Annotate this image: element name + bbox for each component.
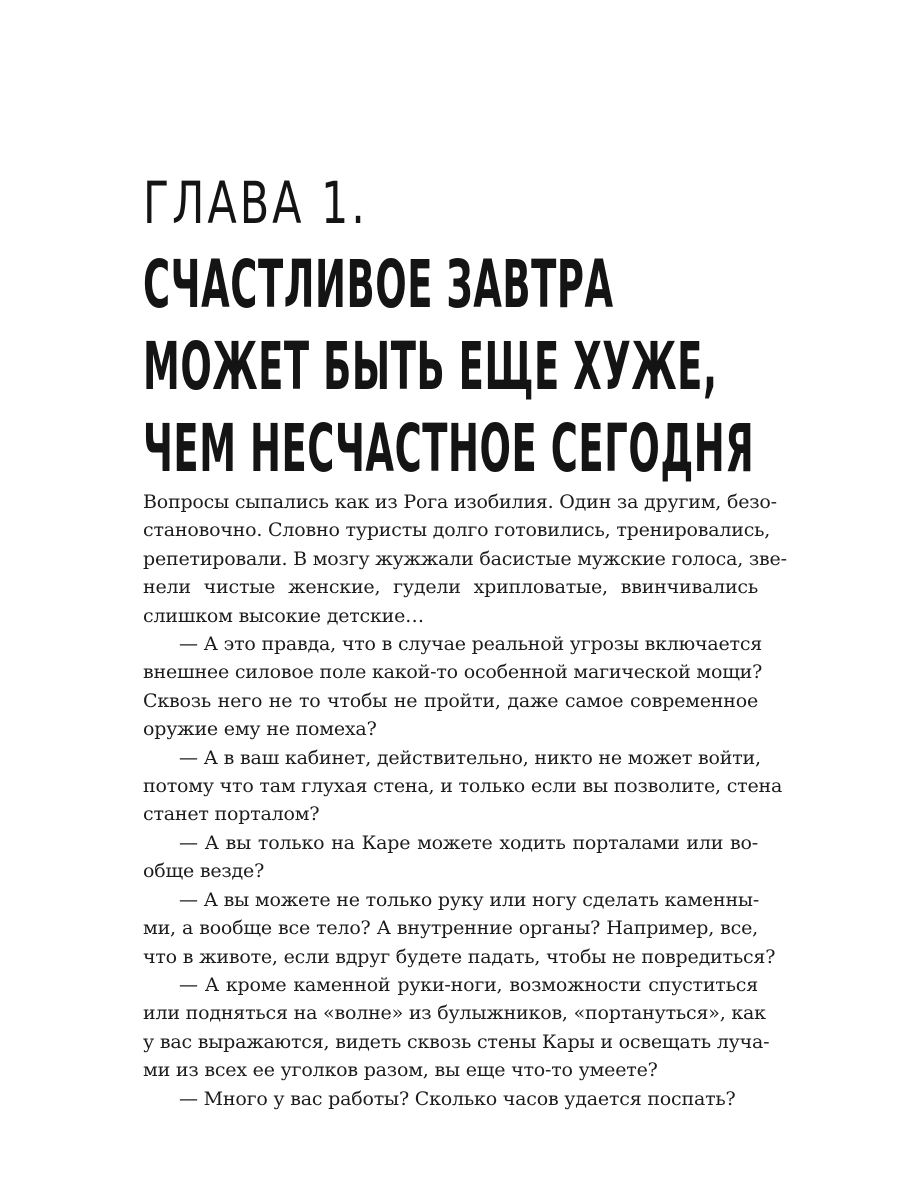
paragraph [143, 630, 763, 744]
text-line: — А вы только на Каре можете ходить порталами или во- [179, 831, 758, 854]
text-line: Вопросы сыпались как из Рога изобилия. Один за другим, безо- [143, 491, 777, 513]
text-line: — Много у вас работы? Сколько часов удается поспать? [179, 1087, 736, 1110]
text-line: у вас выражаются, видеть сквозь стены Кары и освещать луча- [143, 1030, 770, 1053]
text-line: Сквозь него не то чтобы не пройти, даже самое современное [143, 689, 758, 712]
chapter-title-line: ЧЕМ НЕСЧАСТНОЕ СЕГОДНЯ [143, 410, 755, 487]
text-line: ми, а вообще все тело? А внутренние органы? Например, все, [143, 917, 758, 940]
chapter-title-line: СЧАСТЛИВОЕ ЗАВТРА [143, 246, 614, 323]
text-line: обще везде? [143, 860, 265, 883]
text-line: потому что там глухая стена, и только если вы позволите, стена [143, 775, 783, 798]
paragraph [143, 886, 776, 971]
text-line: репетировали. В мозгу жужжали басистые мужские голоса, зве- [143, 547, 787, 570]
chapter-title [143, 244, 783, 490]
chapter-header [143, 170, 783, 490]
paragraph [143, 971, 770, 1085]
text-line: — А вы можете не только руку или ногу сделать каменны- [179, 888, 760, 911]
text-line: оружие ему не помеха? [143, 718, 377, 741]
text-line: нели чистые женские, гудели хрипловатые, ввинчивались [143, 576, 758, 599]
paragraph [143, 488, 787, 630]
text-line: слишком высокие детские… [143, 604, 424, 627]
text-line: или подняться на «волне» из булыжников, «портануться», как [143, 1002, 766, 1025]
chapter-title-line: МОЖЕТ БЫТЬ ЕЩЕ ХУЖЕ, [143, 328, 718, 405]
text-line: — А в ваш кабинет, действительно, никто не может войти, [179, 746, 761, 769]
text-line: внешнее силовое поле какой-то особенной магической мощи? [143, 661, 763, 684]
chapter-number: ГЛАВА 1. [143, 169, 368, 237]
text-line: что в животе, если вдруг будете падать, чтобы не повредиться? [143, 945, 776, 968]
text-line: станет порталом? [143, 803, 320, 826]
paragraph [143, 829, 758, 886]
text-line: становочно. Словно туристы долго готовились, тренировались, [143, 519, 771, 542]
body-text [143, 488, 787, 1113]
text-line: — А кроме каменной руки-ноги, возможности спуститься [179, 973, 758, 996]
text-line: ми из всех ее уголков разом, вы еще что-то умеете? [143, 1059, 658, 1082]
paragraph [143, 744, 783, 829]
paragraph [143, 1085, 758, 1113]
text-line: — А это правда, что в случае реальной угрозы включается [179, 633, 763, 656]
